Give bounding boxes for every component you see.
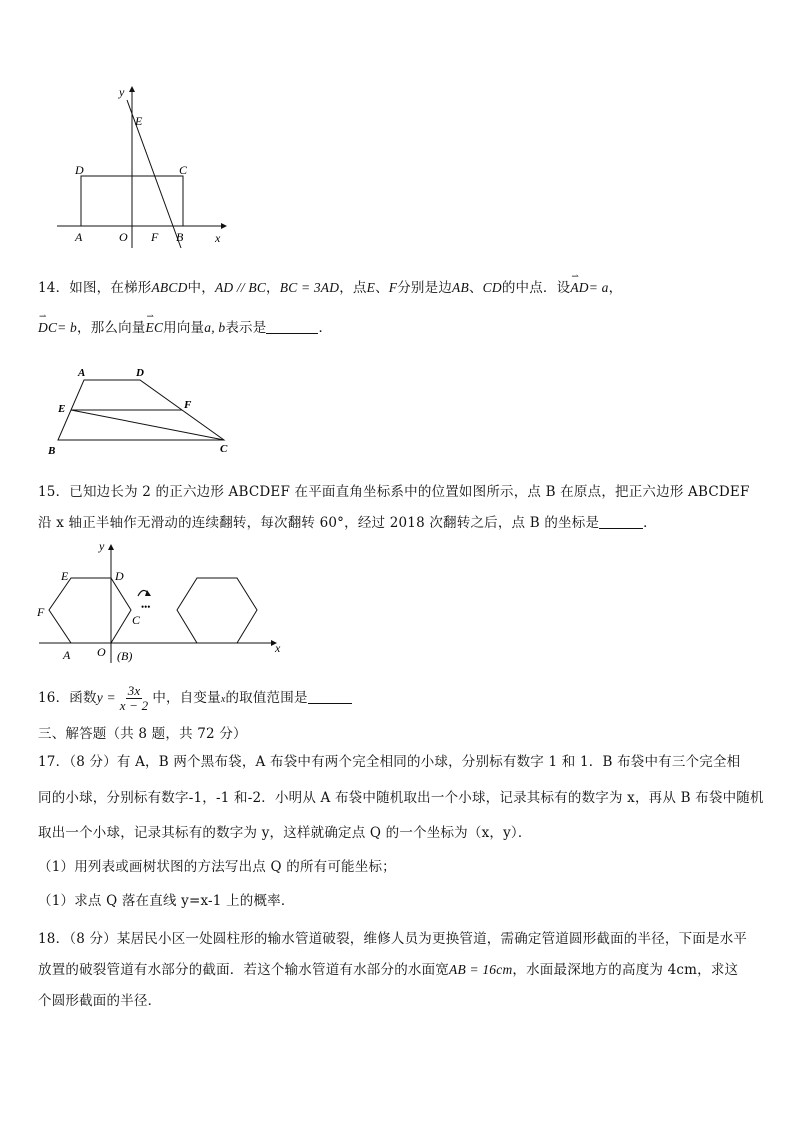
label-b: (B) bbox=[117, 649, 133, 663]
label-d: D bbox=[75, 163, 84, 177]
label-c: C bbox=[220, 443, 228, 455]
label-y: y bbox=[119, 85, 125, 99]
label-f: F bbox=[37, 605, 45, 619]
q14-comma2: ， bbox=[608, 280, 623, 296]
q14-trap: ABCD bbox=[151, 280, 188, 295]
label-a: A bbox=[63, 648, 71, 662]
label-b: B bbox=[176, 230, 184, 244]
q14-line-1 bbox=[38, 276, 622, 296]
q18-text-b: ，水面最深地方的高度为 4cm，求这 bbox=[512, 962, 739, 978]
label-c: C bbox=[179, 163, 188, 177]
q14-period: ． bbox=[318, 320, 333, 336]
q14-vector-dc: ⇀ DC bbox=[38, 320, 57, 336]
q15-period: ． bbox=[643, 515, 657, 531]
figure-q15-hexagon bbox=[35, 538, 290, 668]
q15-answer-blank[interactable] bbox=[599, 527, 643, 529]
q14-text-a: 14．如图，在梯形 bbox=[38, 280, 152, 296]
label-e: E bbox=[61, 569, 69, 583]
q14-text-d: 分别是边 bbox=[397, 280, 453, 296]
q14-point-f: F bbox=[388, 280, 398, 295]
label-d: D bbox=[136, 367, 144, 379]
q14-eq-b: = b bbox=[57, 320, 77, 335]
q14-text-h: 表示是 bbox=[225, 320, 267, 336]
label-o: O bbox=[119, 230, 128, 244]
q15-line-1: 15．已知边长为 2 的正六边形 ABCDEF 在平面直角坐标系中的位置如图所示，点 B 在原点，把正六边形 ABCDEF bbox=[38, 484, 750, 500]
q17-line-1: 17．（8 分）有 A，B 两个黑布袋，A 布袋中有两个完全相同的小球，分别标有数字 1 和 1．B 布袋中有三个完全相 bbox=[38, 754, 741, 770]
q18-line-3: 个圆形截面的半径． bbox=[38, 993, 162, 1009]
q16-text-c: 的取值范围是 bbox=[225, 690, 308, 706]
q16-line bbox=[38, 684, 352, 713]
q14-line-2 bbox=[38, 316, 332, 336]
continuation-dots: ••• bbox=[141, 602, 151, 612]
label-y: y bbox=[99, 539, 105, 553]
q16-y: y = bbox=[96, 690, 116, 705]
q14-eq-a: = a bbox=[588, 280, 609, 295]
label-a: A bbox=[75, 230, 83, 244]
q18-line-2 bbox=[38, 958, 738, 978]
label-e: E bbox=[58, 403, 66, 415]
q14-vectors-ab: a, b bbox=[204, 320, 226, 335]
q14-side-ab: AB bbox=[452, 280, 469, 295]
q14-text-b: 中， bbox=[187, 280, 215, 296]
label-f: F bbox=[151, 230, 159, 244]
q18-line-1: 18．（8 分）某居民小区一处圆柱形的输水管道破裂，维修人员为更换管道，需确定管道圆形截面的半径，下面是水平 bbox=[38, 931, 748, 947]
q14-sep2: 、 bbox=[468, 280, 483, 296]
q18-width: AB = 16cm bbox=[449, 962, 513, 977]
q14-text-c: ，点 bbox=[339, 280, 367, 296]
q17-sub-1: （1）用列表或画树状图的方法写出点 Q 的所有可能坐标； bbox=[38, 859, 396, 875]
q18-text-a: 放置的破裂管道有水部分的截面．若这个输水管道有水部分的水面宽 bbox=[38, 962, 449, 978]
section-3-heading: 三、解答题（共 8 题，共 72 分） bbox=[38, 726, 247, 742]
q16-fraction bbox=[118, 684, 151, 713]
q14-vector-ad: ⇀ AD bbox=[570, 280, 588, 296]
figure-q14-trapezoid bbox=[40, 360, 240, 460]
q14-comma: ， bbox=[266, 280, 280, 296]
q16-text-a: 16．函数 bbox=[38, 690, 97, 706]
label-o: O bbox=[97, 645, 106, 659]
label-e: E bbox=[135, 114, 143, 128]
y-axis-arrow bbox=[129, 86, 135, 92]
q15-line-2 bbox=[38, 511, 657, 531]
q14-text-f: ，那么向量 bbox=[77, 320, 146, 336]
q16-numerator: 3x bbox=[127, 683, 141, 698]
q16-denominator: x − 2 bbox=[119, 698, 149, 713]
q17-line-2: 同的小球，分别标有数字-1，-1 和-2．小明从 A 布袋中随机取出一个小球，记录其标有的数字为 x，再从 B 布袋中随机 bbox=[38, 790, 764, 806]
figure-q13-coordinate-rectangle bbox=[55, 80, 235, 250]
label-c: C bbox=[132, 613, 141, 627]
q16-answer-blank[interactable] bbox=[308, 702, 352, 704]
q14-text-e: 的中点．设 bbox=[501, 280, 571, 296]
q16-text-b: 中，自变量 bbox=[152, 690, 221, 706]
y-axis-arrow bbox=[108, 544, 114, 550]
q14-side-cd: CD bbox=[482, 280, 502, 295]
q14-vector-ec: ⇀ EC bbox=[146, 320, 164, 336]
segment-ec bbox=[71, 410, 224, 440]
q17-line-3: 取出一个小球，记录其标有的数字为 y，这样就确定点 Q 的一个坐标为（x，y）． bbox=[38, 825, 532, 841]
label-b: B bbox=[48, 445, 56, 457]
x-axis-arrow bbox=[221, 223, 227, 229]
q14-sep: 、 bbox=[375, 280, 389, 296]
q16-var: x bbox=[220, 694, 226, 705]
hexagon-abcdef bbox=[49, 578, 131, 643]
label-f: F bbox=[184, 399, 192, 411]
q14-parallel: AD // BC bbox=[214, 280, 267, 295]
hexagon-rolled bbox=[177, 578, 257, 643]
q14-equation: BC = 3AD bbox=[279, 280, 340, 295]
q17-sub-2: （1）求点 Q 落在直线 y=x-1 上的概率． bbox=[38, 893, 295, 909]
label-x: x bbox=[275, 641, 281, 655]
q14-text-g: 用向量 bbox=[163, 320, 205, 336]
q14-answer-blank[interactable] bbox=[266, 332, 318, 334]
label-a: A bbox=[78, 367, 86, 379]
label-x: x bbox=[215, 231, 221, 245]
label-d: D bbox=[115, 569, 124, 583]
q15-text: 沿 x 轴正半轴作无滑动的连续翻转，每次翻转 60°，经过 2018 次翻转之后，点 B 的坐标是 bbox=[38, 515, 600, 531]
q14-point-e: E bbox=[366, 280, 376, 295]
